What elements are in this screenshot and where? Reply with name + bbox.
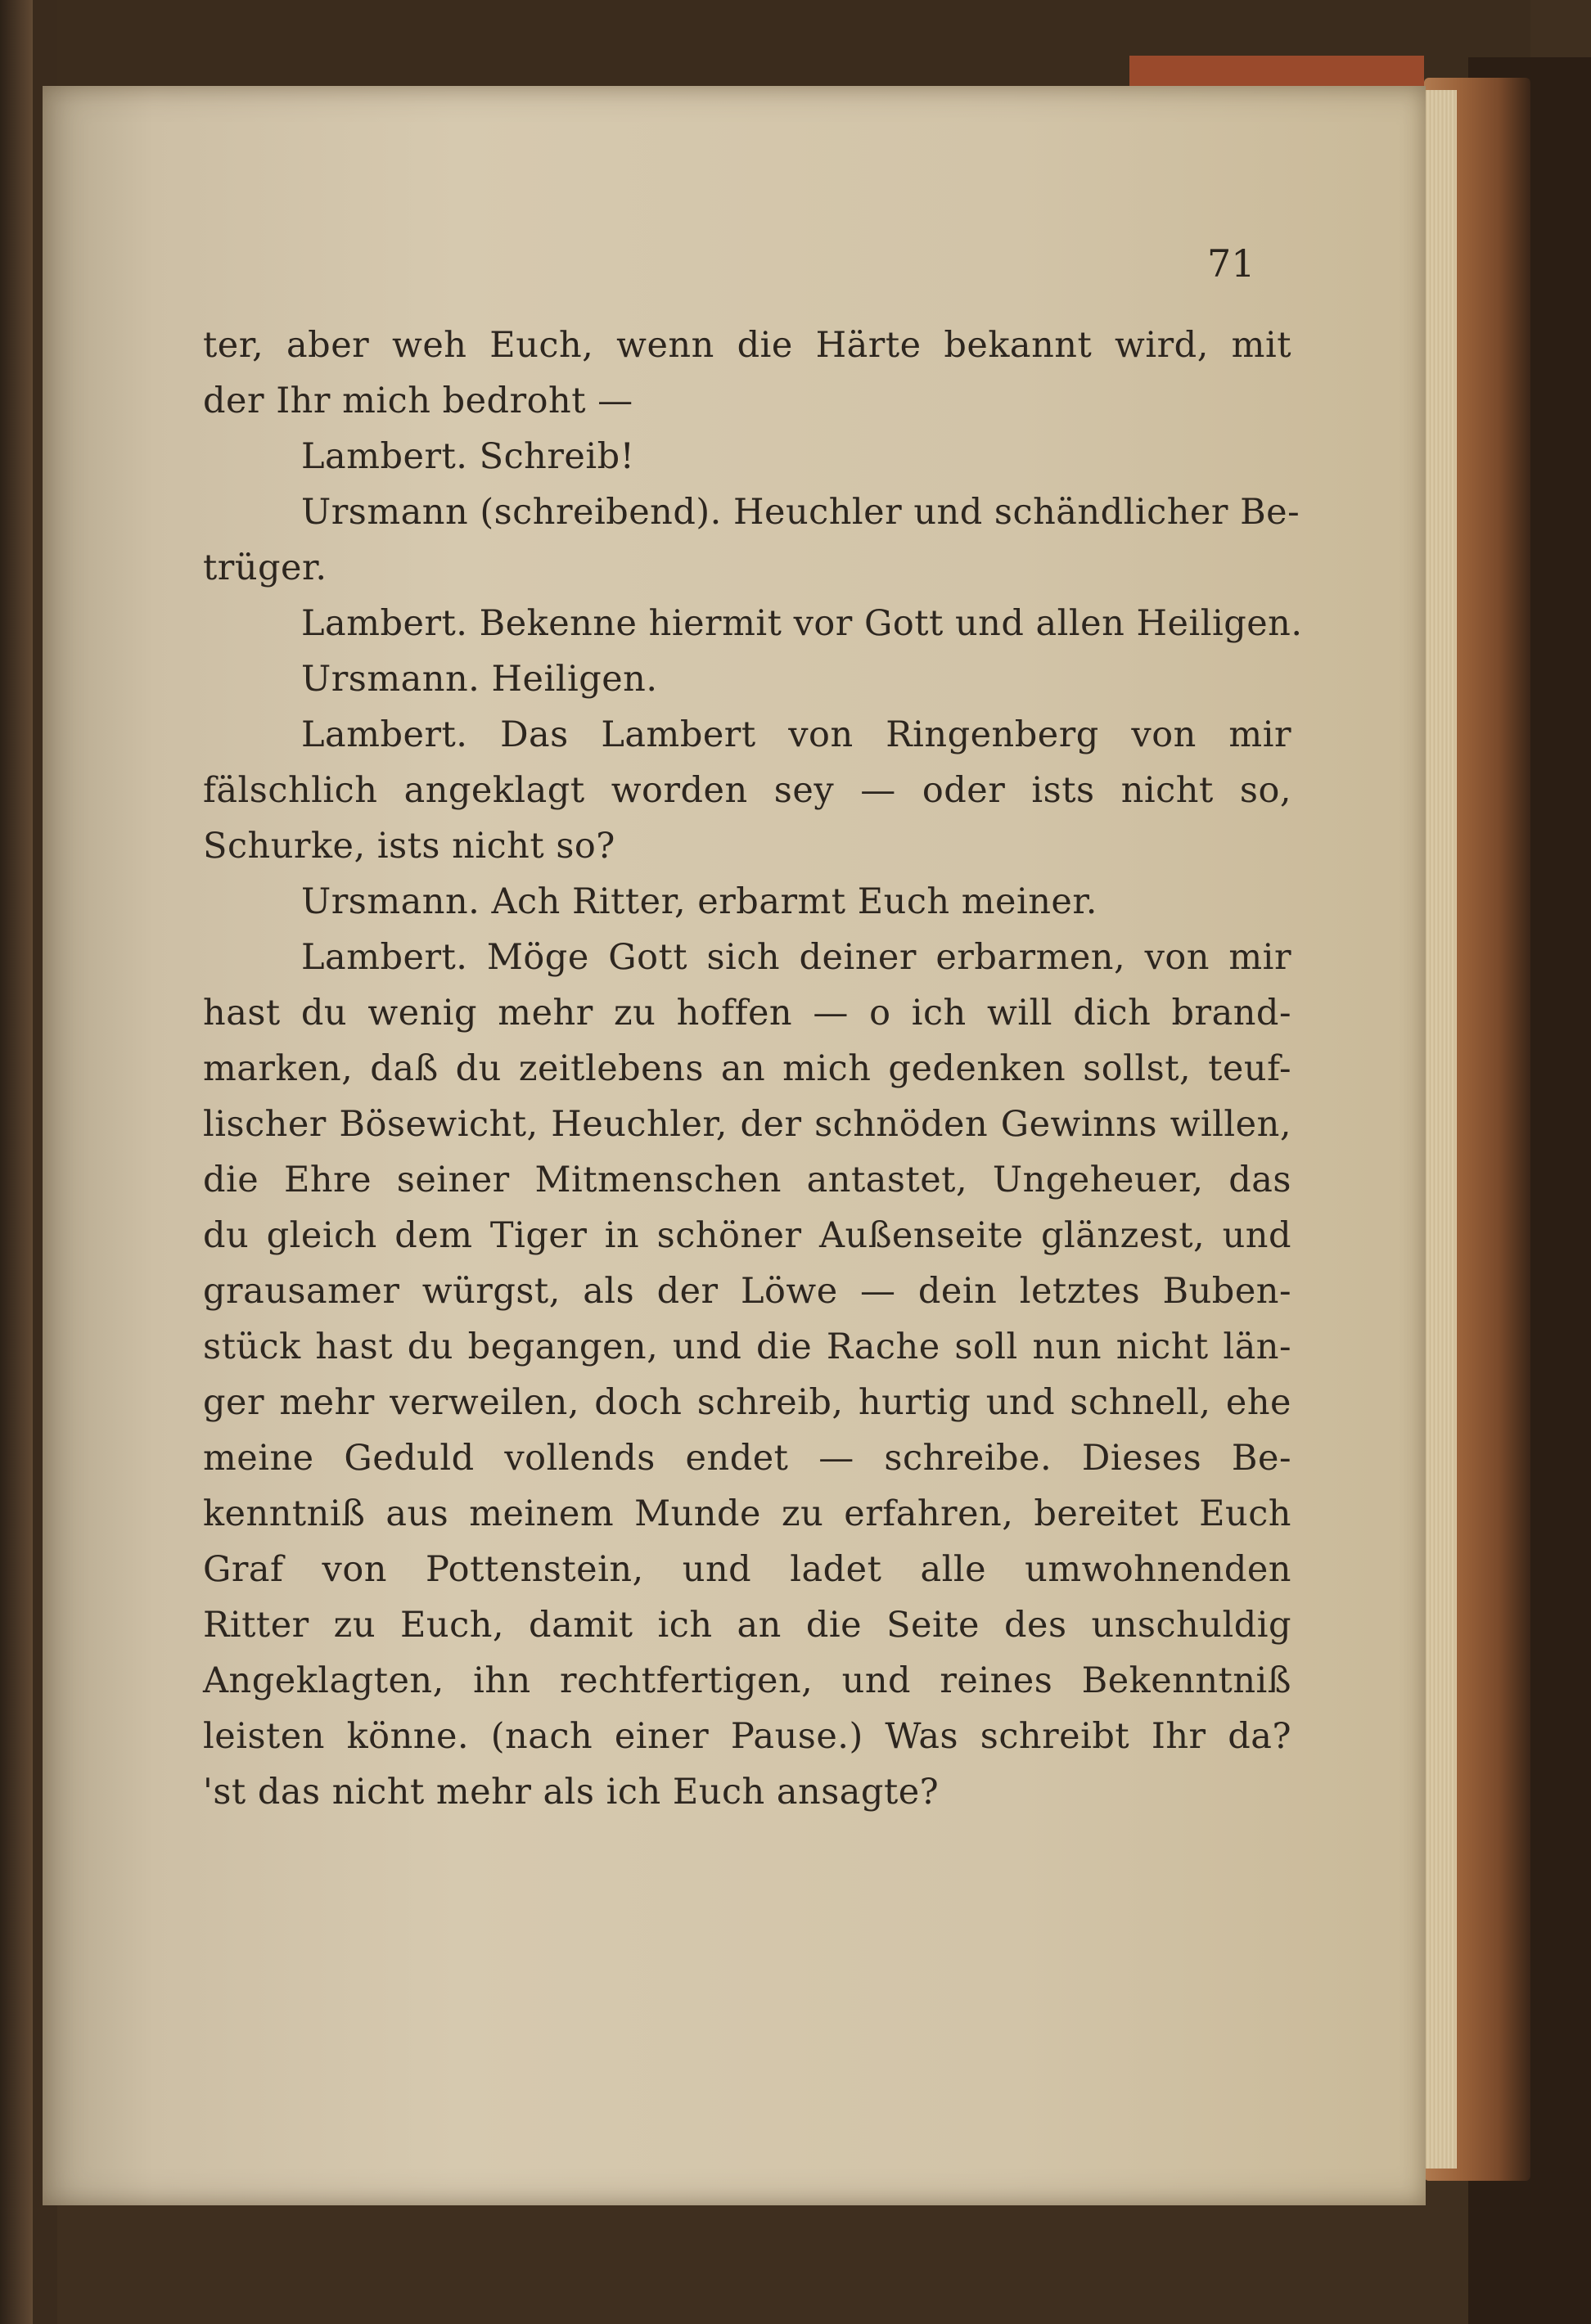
text-line: ter, aber weh Euch, wenn die Härte bekannt wird, mit: [203, 325, 1291, 366]
text-line: fälschlich angeklagt worden sey — oder ists nicht so,: [203, 770, 1291, 811]
text-line: Ursmann (schreibend). Heuchler und schändlicher Be-: [301, 492, 1300, 533]
text-line: Lambert. Schreib!: [301, 436, 635, 477]
text-line: Schurke, ists nicht so?: [203, 826, 615, 867]
page-number: 71: [1207, 241, 1255, 286]
binding-tab: [1129, 56, 1424, 88]
text-line: hast du wenig mehr zu hoffen — o ich will dich brand-: [203, 993, 1291, 1034]
text-line: Angeklagten, ihn rechtfertigen, und reines Bekenntniß: [203, 1660, 1291, 1701]
text-line: Ursmann. Heiligen.: [301, 659, 658, 700]
text-line: Lambert. Bekenne hiermit vor Gott und allen Heiligen.: [301, 603, 1303, 644]
text-line: grausamer würgst, als der Löwe — dein letztes Buben-: [203, 1271, 1291, 1312]
text-line: 'st das nicht mehr als ich Euch ansagte?: [203, 1772, 940, 1813]
text-line: die Ehre seiner Mitmenschen antastet, Ungeheuer, das: [203, 1160, 1291, 1200]
text-line: Lambert. Das Lambert von Ringenberg von mir: [301, 714, 1291, 755]
text-line: lischer Bösewicht, Heuchler, der schnöden Gewinns willen,: [203, 1104, 1291, 1145]
text-line: der Ihr mich bedroht —: [203, 381, 633, 421]
text-line: Lambert. Möge Gott sich deiner erbarmen, von mir: [301, 937, 1291, 978]
text-line: kenntniß aus meinem Munde zu erfahren, bereitet Euch: [203, 1493, 1291, 1534]
text-line: Ursmann. Ach Ritter, erbarmt Euch meiner.: [301, 881, 1097, 922]
text-line: ger mehr verweilen, doch schreib, hurtig und schnell, ehe: [203, 1382, 1291, 1423]
text-line: Ritter zu Euch, damit ich an die Seite des unschuldig: [203, 1605, 1291, 1646]
text-line: meine Geduld vollends endet — schreibe. Dieses Be-: [203, 1438, 1291, 1479]
text-line: marken, daß du zeitlebens an mich gedenken sollst, teuf-: [203, 1048, 1291, 1089]
text-line: stück hast du begangen, und die Rache soll nun nicht län-: [203, 1326, 1291, 1367]
text-line: leisten könne. (nach einer Pause.) Was schreibt Ihr da?: [203, 1716, 1291, 1757]
text-line: Graf von Pottenstein, und ladet alle umwohnenden: [203, 1549, 1291, 1590]
page-text: [203, 318, 1303, 1820]
text-line: trüger.: [203, 547, 327, 588]
text-line: du gleich dem Tiger in schöner Außenseite glänzest, und: [203, 1215, 1291, 1256]
